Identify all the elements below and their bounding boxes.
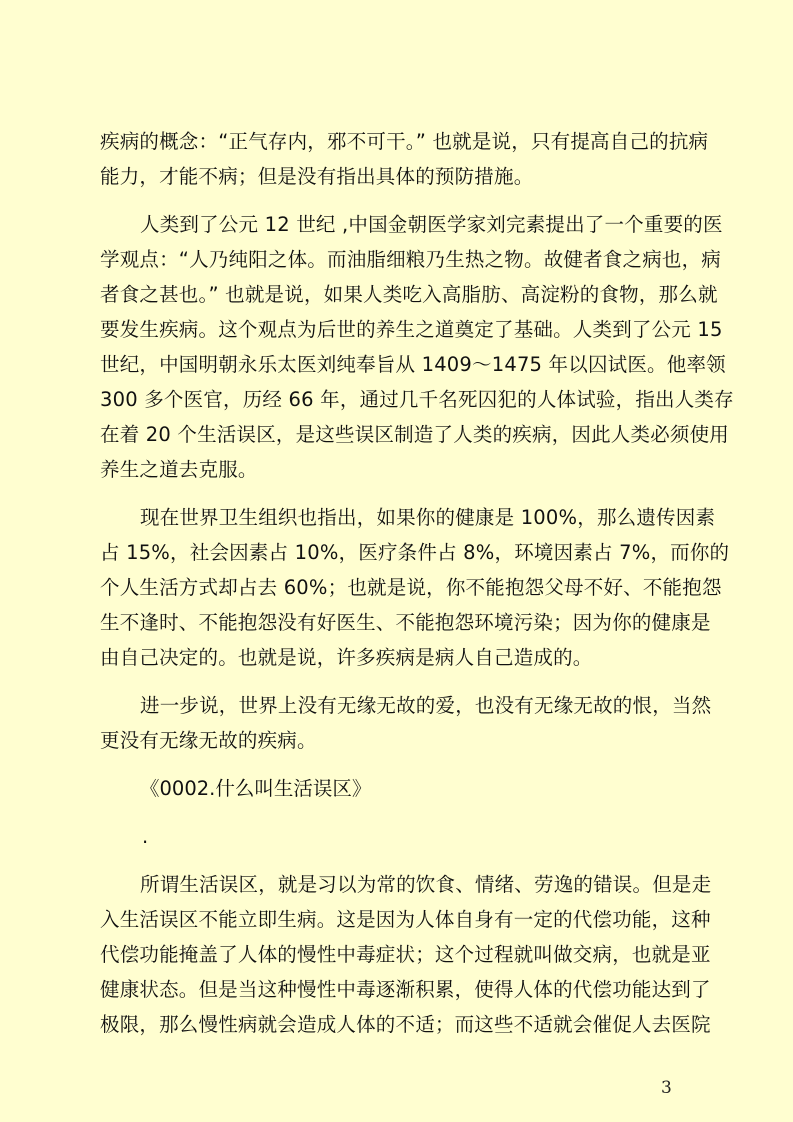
document-body [100, 124, 734, 1042]
text-line: 学观点：“人乃纯阳之体。而油脂细粮乃生热之物。故健者食之病也，病 [100, 248, 722, 271]
text-line: 养生之道去克服。 [100, 458, 258, 481]
paragraph-life-misconceptions [100, 867, 728, 1042]
text-line: 现在世界卫生组织也指出，如果你的健康是 100%，那么遗传因素 [140, 506, 716, 529]
paragraph-no-causeless-disease [100, 688, 728, 758]
text-line: 极限，那么慢性病就会造成人体的不适；而这些不适就会催促人去医院 [100, 1013, 711, 1036]
paragraph-disease-concept [100, 124, 728, 194]
text-line: 者食之甚也。” 也就是说，如果人类吃入高脂肪、高淀粉的食物，那么就 [100, 283, 718, 306]
text-line: 生不逢时、不能抱怨没有好医生、不能抱怨环境污染；因为你的健康是 [100, 611, 711, 634]
dot-mark: . [142, 825, 149, 848]
paragraph-who-health [100, 500, 728, 675]
text-line: 要发生疾病。这个观点为后世的养生之道奠定了基础。人类到了公元 15 [100, 318, 723, 341]
text-line: 所谓生活误区，就是习以为常的饮食、情绪、劳逸的错误。但是走 [140, 873, 712, 896]
text-line: 人类到了公元 12 世纪 ,中国金朝医学家刘完素提出了一个重要的医 [140, 213, 723, 236]
text-line: 占 15%，社会因素占 10%，医疗条件占 8%，环境因素占 7%，而你的 [100, 541, 730, 564]
section-heading: 《0002.什么叫生活误区》 [140, 777, 372, 800]
text-line: 更没有无缘无故的疾病。 [100, 729, 317, 752]
text-line: 入生活误区不能立即生病。这是因为人体自身有一定的代偿功能，这种 [100, 908, 711, 931]
text-line: 健康状态。但是当这种慢性中毒逐渐积累，使得人体的代偿功能达到了 [100, 978, 711, 1001]
text-line: 疾病的概念：“正气存内，邪不可干。” 也就是说，只有提高自己的抗病 [100, 130, 709, 153]
page-number: 3 [661, 1078, 672, 1098]
text-line: 能力，才能不病；但是没有指出具体的预防措施。 [100, 165, 534, 188]
text-line: 在着 20 个生活误区，是这些误区制造了人类的疾病，因此人类必须使用 [100, 423, 730, 446]
text-line: 由自己决定的。也就是说，许多疾病是病人自己造成的。 [100, 646, 593, 669]
text-line: 个人生活方式却占去 60%；也就是说，你不能抱怨父母不好、不能抱怨 [100, 576, 722, 599]
text-line: 世纪，中国明朝永乐太医刘纯奉旨从 1409～1475 年以囚试医。他率领 [100, 353, 726, 376]
text-line: 进一步说，世界上没有无缘无故的爱，也没有无缘无故的恨，当然 [140, 694, 712, 717]
paragraph-liu-wansu [100, 207, 734, 487]
text-line: 代偿功能掩盖了人体的慢性中毒症状；这个过程就叫做交病，也就是亚 [100, 943, 711, 966]
text-line: 300 多个医官，历经 66 年，通过几千名死囚犯的人体试验，指出人类存 [100, 388, 734, 411]
